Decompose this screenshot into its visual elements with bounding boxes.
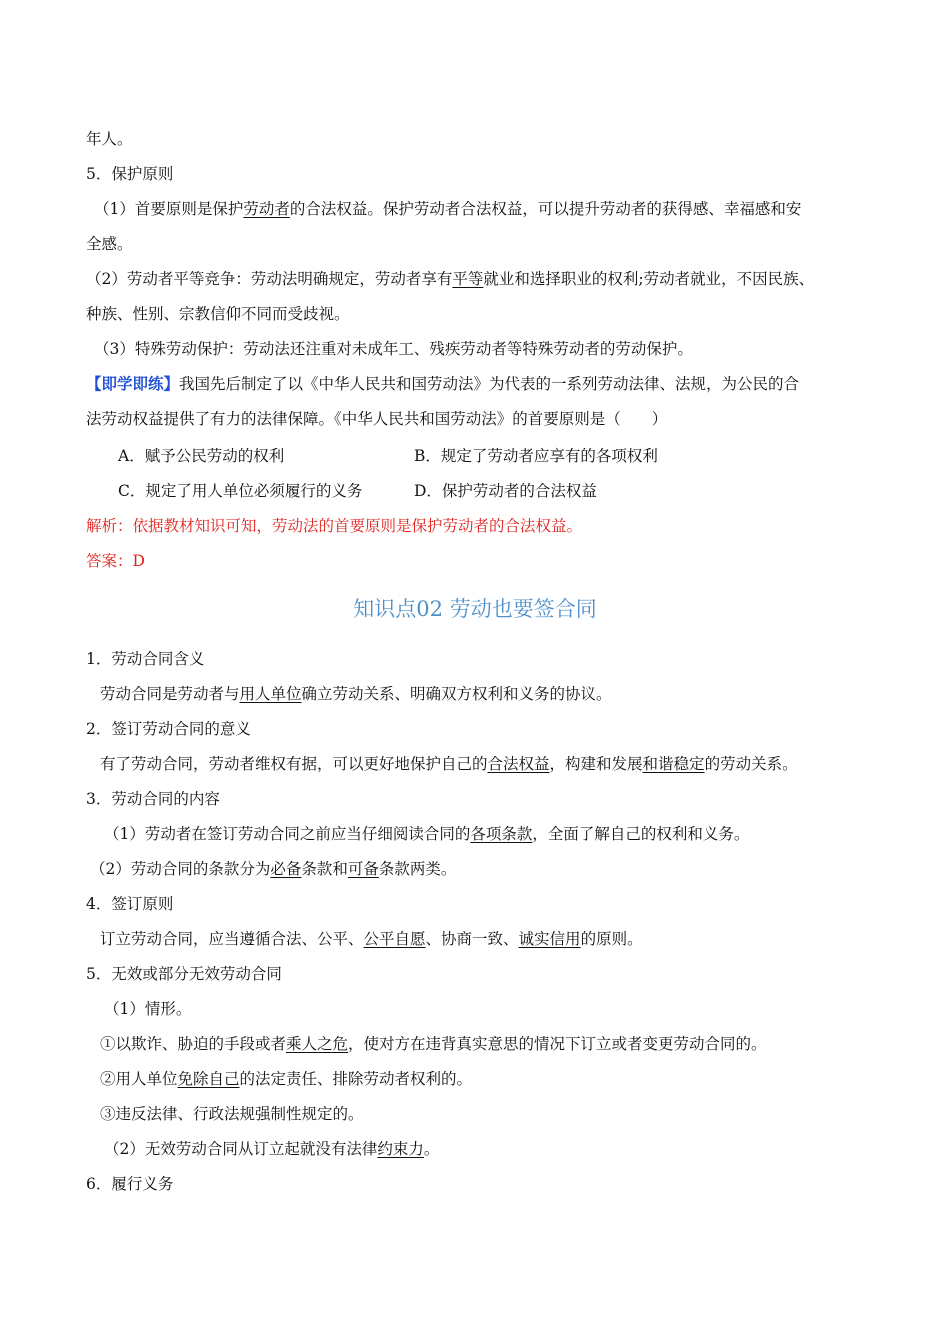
answer-line: 答案：D <box>86 552 145 570</box>
option-d: D．保护劳动者的合法权益 <box>414 482 597 500</box>
item-title: 2．签订劳动合同的意义 <box>86 720 251 738</box>
text-line: （2）无效劳动合同从订立起就没有法律约束力。 <box>104 1140 440 1158</box>
item-title: 6．履行义务 <box>86 1175 174 1193</box>
underlined-term: 各项条款 <box>470 825 533 843</box>
item-title: 5．无效或部分无效劳动合同 <box>86 965 282 983</box>
option-c: C．规定了用人单位必须履行的义务 <box>118 482 363 500</box>
text-line: 种族、性别、宗教信仰不同而受歧视。 <box>86 305 350 323</box>
underlined-term: 约束力 <box>377 1140 424 1158</box>
underlined-term: 乘人之危 <box>286 1035 349 1053</box>
text-line: （2）劳动合同的条款分为必备条款和可备条款两类。 <box>90 860 457 878</box>
underlined-term: 免除自己 <box>177 1070 240 1088</box>
underlined-term: 必备 <box>270 860 302 878</box>
text-line: 年人。 <box>86 130 133 148</box>
item-title: 5．保护原则 <box>86 165 174 183</box>
underlined-term: 诚实信用 <box>518 930 581 948</box>
underlined-term: 和谐稳定 <box>642 755 705 773</box>
text-line: 订立劳动合同，应当遵循合法、公平、公平自愿、协商一致、诚实信用的原则。 <box>100 930 643 948</box>
underlined-term: 公平自愿 <box>363 930 426 948</box>
text-line: ③违反法律、行政法规强制性规定的。 <box>100 1105 364 1123</box>
underlined-term: 合法权益 <box>487 755 550 773</box>
underlined-term: 可备 <box>347 860 379 878</box>
analysis-line: 解析：依据教材知识可知，劳动法的首要原则是保护劳动者的合法权益。 <box>86 517 583 535</box>
text-line: （1）首要原则是保护劳动者的合法权益。保护劳动者合法权益，可以提升劳动者的获得感、幸福感和安 <box>94 200 802 218</box>
text-line: （3）特殊劳动保护：劳动法还注重对未成年工、残疾劳动者等特殊劳动者的劳动保护。 <box>94 340 693 358</box>
underlined-term: 劳动者 <box>243 200 290 218</box>
text-line: （2）劳动者平等竞争：劳动法明确规定，劳动者享有平等就业和选择职业的权利;劳动者就业，不因民族、 <box>86 270 815 288</box>
text-line: 劳动合同是劳动者与用人单位确立劳动关系、明确双方权利和义务的协议。 <box>100 685 612 703</box>
item-title: 3．劳动合同的内容 <box>86 790 220 808</box>
text-line: ①以欺诈、胁迫的手段或者乘人之危，使对方在违背真实意思的情况下订立或者变更劳动合同的。 <box>100 1035 767 1053</box>
item-title: 1．劳动合同含义 <box>86 650 205 668</box>
item-title: 4．签订原则 <box>86 895 174 913</box>
underlined-term: 用人单位 <box>239 685 302 703</box>
exercise-tag: 【即学即练】 <box>86 374 180 393</box>
option-b: B．规定了劳动者应享有的各项权利 <box>414 447 658 465</box>
text-line: （1）劳动者在签订劳动合同之前应当仔细阅读合同的各项条款，全面了解自己的权利和义务。 <box>104 825 750 843</box>
option-a: A．赋予公民劳动的权利 <box>118 447 285 465</box>
section-heading: 知识点02 劳动也要签合同 <box>353 597 597 621</box>
text-line: 法劳动权益提供了有力的法律保障。《中华人民共和国劳动法》的首要原则是（ ） <box>86 410 668 428</box>
exercise-line: 【即学即练】我国先后制定了以《中华人民共和国劳动法》为代表的一系列劳动法律、法规，为公民的合 <box>86 374 800 393</box>
text-line: 有了劳动合同，劳动者维权有据，可以更好地保护自己的合法权益，构建和发展和谐稳定的劳动关系。 <box>100 755 798 773</box>
underlined-term: 平等 <box>452 270 484 288</box>
text-line: ②用人单位免除自己的法定责任、排除劳动者权利的。 <box>100 1070 473 1088</box>
text-line: （1）情形。 <box>104 1000 192 1018</box>
text-line: 全感。 <box>86 235 133 253</box>
